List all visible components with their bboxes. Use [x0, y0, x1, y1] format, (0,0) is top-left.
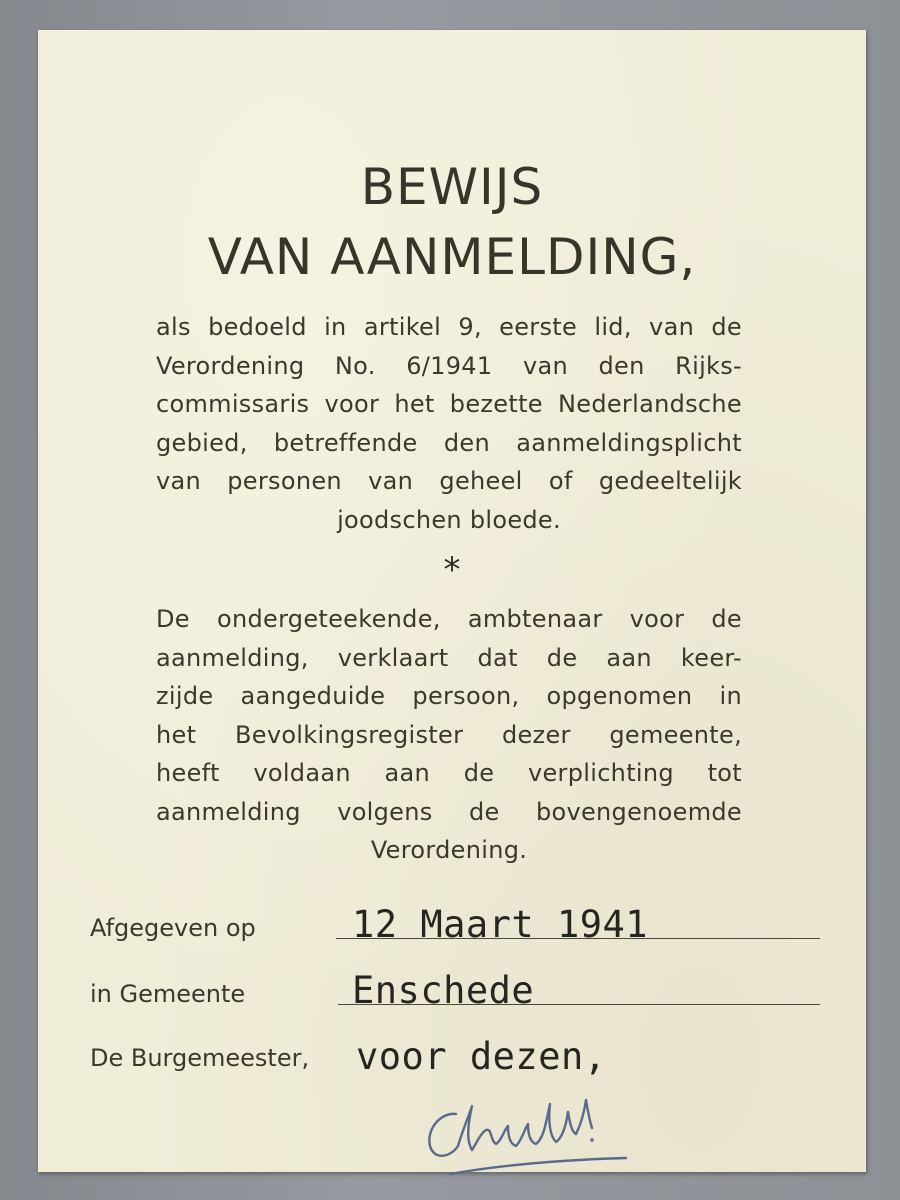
declaration-paragraph — [156, 600, 742, 870]
registration-card — [38, 30, 866, 1172]
mayor-label: De Burgemeester, — [90, 1044, 310, 1072]
paragraph-line: joodschen bloede. — [337, 505, 561, 534]
paragraph-line: aanmelding, verklaart dat de aan keer- — [156, 643, 742, 672]
mayor-value: voor dezen, — [356, 1035, 607, 1078]
issued-date-label: Afgegeven op — [90, 914, 256, 942]
paragraph-line: heeft voldaan aan de verplichting tot — [156, 759, 742, 787]
asterisk-separator: * — [443, 550, 461, 590]
municipality-value: Enschede — [352, 969, 535, 1012]
municipality-field — [90, 969, 820, 1014]
handwritten-signature — [416, 1074, 656, 1184]
title-line-2: VAN AANMELDING, — [207, 228, 697, 286]
paragraph-line: De ondergeteekende, ambtenaar voor de — [156, 605, 742, 633]
issued-date-value: 12 Maart 1941 — [352, 903, 649, 946]
municipality-label: in Gemeente — [90, 980, 246, 1008]
paragraph-line: commissaris voor het bezette Nederlandsche — [156, 390, 742, 418]
paragraph-line: Verordening. — [370, 836, 528, 864]
issued-date-field — [90, 903, 820, 948]
paragraph-line: zijde aangeduide persoon, opgenomen in — [156, 682, 742, 710]
paragraph-line: aanmelding volgens de bovengenoemde — [156, 797, 742, 826]
paragraph-line: van personen van geheel of gedeeltelijk — [156, 467, 742, 495]
paragraph-line: Verordening No. 6/1941 van den Rijks- — [156, 351, 742, 380]
paragraph-line: gebied, betreffende den aanmeldingsplicht — [156, 428, 742, 457]
title-line-1: BEWIJS — [360, 158, 544, 216]
mayor-field — [90, 1035, 820, 1078]
paragraph-line: het Bevolkingsregister dezer gemeente, — [156, 720, 742, 749]
paragraph-line: als bedoeld in artikel 9, eerste lid, van de — [156, 313, 742, 341]
legal-reference-paragraph — [156, 308, 742, 539]
